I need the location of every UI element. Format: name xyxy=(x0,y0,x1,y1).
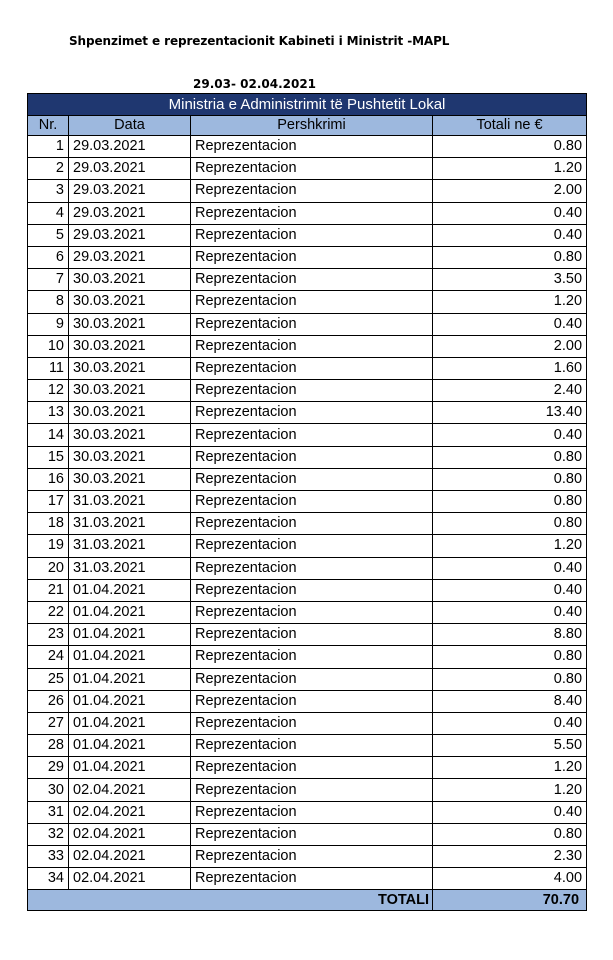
row-amount: 13.40 xyxy=(433,402,587,424)
table-row xyxy=(28,846,587,868)
table-row xyxy=(28,668,587,690)
row-number: 17 xyxy=(28,491,69,513)
row-date: 30.03.2021 xyxy=(69,269,191,291)
row-amount: 0.80 xyxy=(433,446,587,468)
period-label: 29.03- 02.04.2021 xyxy=(193,77,317,91)
row-number: 26 xyxy=(28,690,69,712)
row-number: 24 xyxy=(28,646,69,668)
row-description: Reprezentacion xyxy=(191,823,433,845)
row-description: Reprezentacion xyxy=(191,868,433,890)
row-number: 31 xyxy=(28,801,69,823)
row-number: 34 xyxy=(28,868,69,890)
row-amount: 0.80 xyxy=(433,491,587,513)
row-date: 31.03.2021 xyxy=(69,557,191,579)
row-number: 16 xyxy=(28,468,69,490)
row-date: 30.03.2021 xyxy=(69,402,191,424)
row-date: 02.04.2021 xyxy=(69,823,191,845)
row-description: Reprezentacion xyxy=(191,246,433,268)
row-amount: 8.80 xyxy=(433,624,587,646)
row-amount: 0.80 xyxy=(433,468,587,490)
row-number: 14 xyxy=(28,424,69,446)
row-amount: 0.80 xyxy=(433,668,587,690)
row-description: Reprezentacion xyxy=(191,424,433,446)
table-row xyxy=(28,513,587,535)
table-row xyxy=(28,712,587,734)
row-description: Reprezentacion xyxy=(191,624,433,646)
row-description: Reprezentacion xyxy=(191,269,433,291)
header-row xyxy=(28,116,587,136)
row-amount: 0.40 xyxy=(433,801,587,823)
table-row xyxy=(28,357,587,379)
row-description: Reprezentacion xyxy=(191,668,433,690)
row-description: Reprezentacion xyxy=(191,402,433,424)
row-date: 30.03.2021 xyxy=(69,291,191,313)
table-row xyxy=(28,424,587,446)
table-row xyxy=(28,158,587,180)
row-date: 29.03.2021 xyxy=(69,246,191,268)
row-description: Reprezentacion xyxy=(191,491,433,513)
header-total: Totali ne € xyxy=(433,116,587,136)
total-value: 70.70 xyxy=(433,890,587,911)
row-date: 29.03.2021 xyxy=(69,180,191,202)
table-row xyxy=(28,690,587,712)
row-description: Reprezentacion xyxy=(191,446,433,468)
row-description: Reprezentacion xyxy=(191,291,433,313)
row-amount: 0.40 xyxy=(433,424,587,446)
row-amount: 0.40 xyxy=(433,601,587,623)
row-number: 18 xyxy=(28,513,69,535)
row-description: Reprezentacion xyxy=(191,136,433,158)
row-number: 2 xyxy=(28,158,69,180)
row-number: 10 xyxy=(28,335,69,357)
row-amount: 0.80 xyxy=(433,646,587,668)
row-amount: 2.40 xyxy=(433,380,587,402)
row-amount: 0.40 xyxy=(433,224,587,246)
row-date: 02.04.2021 xyxy=(69,846,191,868)
table-row xyxy=(28,269,587,291)
row-amount: 5.50 xyxy=(433,735,587,757)
row-description: Reprezentacion xyxy=(191,224,433,246)
table-row xyxy=(28,779,587,801)
row-amount: 1.20 xyxy=(433,535,587,557)
row-description: Reprezentacion xyxy=(191,535,433,557)
row-number: 27 xyxy=(28,712,69,734)
institution-name: Ministria e Administrimit të Pushtetit Lokal xyxy=(28,94,587,116)
row-number: 29 xyxy=(28,757,69,779)
row-number: 3 xyxy=(28,180,69,202)
expenses-table xyxy=(27,93,587,911)
row-number: 5 xyxy=(28,224,69,246)
row-description: Reprezentacion xyxy=(191,712,433,734)
row-date: 01.04.2021 xyxy=(69,579,191,601)
table-row xyxy=(28,136,587,158)
row-date: 29.03.2021 xyxy=(69,158,191,180)
table-row xyxy=(28,646,587,668)
row-amount: 1.60 xyxy=(433,357,587,379)
row-number: 7 xyxy=(28,269,69,291)
row-number: 30 xyxy=(28,779,69,801)
row-number: 15 xyxy=(28,446,69,468)
table-row xyxy=(28,180,587,202)
row-number: 1 xyxy=(28,136,69,158)
row-description: Reprezentacion xyxy=(191,601,433,623)
row-amount: 2.00 xyxy=(433,335,587,357)
row-number: 19 xyxy=(28,535,69,557)
table-row xyxy=(28,380,587,402)
header-description: Pershkrimi xyxy=(191,116,433,136)
total-label: TOTALI xyxy=(28,890,433,911)
row-description: Reprezentacion xyxy=(191,646,433,668)
table-row xyxy=(28,291,587,313)
row-date: 29.03.2021 xyxy=(69,224,191,246)
row-amount: 0.40 xyxy=(433,557,587,579)
institution-row xyxy=(28,94,587,116)
table-row xyxy=(28,491,587,513)
table-row xyxy=(28,624,587,646)
row-date: 02.04.2021 xyxy=(69,779,191,801)
table-row xyxy=(28,446,587,468)
row-number: 13 xyxy=(28,402,69,424)
table-row xyxy=(28,535,587,557)
row-date: 01.04.2021 xyxy=(69,735,191,757)
row-number: 33 xyxy=(28,846,69,868)
row-number: 8 xyxy=(28,291,69,313)
row-description: Reprezentacion xyxy=(191,579,433,601)
total-row xyxy=(28,890,587,911)
table-row xyxy=(28,335,587,357)
row-date: 01.04.2021 xyxy=(69,601,191,623)
row-amount: 1.20 xyxy=(433,158,587,180)
row-date: 30.03.2021 xyxy=(69,424,191,446)
row-date: 01.04.2021 xyxy=(69,690,191,712)
document-title: Shpenzimet e reprezentacionit Kabineti i Ministrit -MAPL xyxy=(69,34,450,48)
table-row xyxy=(28,868,587,890)
header-nr: Nr. xyxy=(28,116,69,136)
row-description: Reprezentacion xyxy=(191,735,433,757)
row-date: 01.04.2021 xyxy=(69,668,191,690)
row-date: 01.04.2021 xyxy=(69,624,191,646)
row-description: Reprezentacion xyxy=(191,380,433,402)
row-number: 12 xyxy=(28,380,69,402)
row-amount: 0.40 xyxy=(433,579,587,601)
table-row xyxy=(28,757,587,779)
table-row xyxy=(28,313,587,335)
row-amount: 0.80 xyxy=(433,246,587,268)
table-row xyxy=(28,557,587,579)
row-amount: 1.20 xyxy=(433,757,587,779)
row-number: 25 xyxy=(28,668,69,690)
row-description: Reprezentacion xyxy=(191,513,433,535)
row-number: 22 xyxy=(28,601,69,623)
row-description: Reprezentacion xyxy=(191,757,433,779)
row-number: 23 xyxy=(28,624,69,646)
table-row xyxy=(28,246,587,268)
row-amount: 0.40 xyxy=(433,712,587,734)
table-row xyxy=(28,579,587,601)
table-row xyxy=(28,224,587,246)
row-date: 30.03.2021 xyxy=(69,446,191,468)
table-row xyxy=(28,468,587,490)
row-number: 6 xyxy=(28,246,69,268)
row-date: 30.03.2021 xyxy=(69,335,191,357)
row-description: Reprezentacion xyxy=(191,357,433,379)
row-description: Reprezentacion xyxy=(191,779,433,801)
row-date: 31.03.2021 xyxy=(69,491,191,513)
table-row xyxy=(28,735,587,757)
row-date: 31.03.2021 xyxy=(69,535,191,557)
row-date: 02.04.2021 xyxy=(69,801,191,823)
row-date: 30.03.2021 xyxy=(69,380,191,402)
table-row xyxy=(28,823,587,845)
row-date: 30.03.2021 xyxy=(69,357,191,379)
row-number: 21 xyxy=(28,579,69,601)
row-date: 01.04.2021 xyxy=(69,712,191,734)
table-row xyxy=(28,402,587,424)
row-date: 31.03.2021 xyxy=(69,513,191,535)
row-amount: 2.00 xyxy=(433,180,587,202)
table-row xyxy=(28,202,587,224)
row-date: 30.03.2021 xyxy=(69,313,191,335)
row-amount: 2.30 xyxy=(433,846,587,868)
row-amount: 8.40 xyxy=(433,690,587,712)
row-amount: 0.40 xyxy=(433,202,587,224)
row-date: 29.03.2021 xyxy=(69,136,191,158)
row-amount: 1.20 xyxy=(433,779,587,801)
table-row xyxy=(28,801,587,823)
row-description: Reprezentacion xyxy=(191,202,433,224)
row-description: Reprezentacion xyxy=(191,313,433,335)
row-number: 20 xyxy=(28,557,69,579)
row-number: 9 xyxy=(28,313,69,335)
row-amount: 4.00 xyxy=(433,868,587,890)
row-description: Reprezentacion xyxy=(191,557,433,579)
row-date: 01.04.2021 xyxy=(69,757,191,779)
row-amount: 0.80 xyxy=(433,136,587,158)
row-description: Reprezentacion xyxy=(191,846,433,868)
row-number: 11 xyxy=(28,357,69,379)
header-date: Data xyxy=(69,116,191,136)
row-description: Reprezentacion xyxy=(191,180,433,202)
row-number: 32 xyxy=(28,823,69,845)
row-description: Reprezentacion xyxy=(191,468,433,490)
row-description: Reprezentacion xyxy=(191,335,433,357)
row-amount: 3.50 xyxy=(433,269,587,291)
row-amount: 0.80 xyxy=(433,823,587,845)
row-date: 02.04.2021 xyxy=(69,868,191,890)
row-description: Reprezentacion xyxy=(191,690,433,712)
row-amount: 0.40 xyxy=(433,313,587,335)
row-description: Reprezentacion xyxy=(191,801,433,823)
row-amount: 1.20 xyxy=(433,291,587,313)
row-date: 01.04.2021 xyxy=(69,646,191,668)
row-description: Reprezentacion xyxy=(191,158,433,180)
row-number: 4 xyxy=(28,202,69,224)
row-date: 29.03.2021 xyxy=(69,202,191,224)
row-number: 28 xyxy=(28,735,69,757)
row-amount: 0.80 xyxy=(433,513,587,535)
row-date: 30.03.2021 xyxy=(69,468,191,490)
table-row xyxy=(28,601,587,623)
